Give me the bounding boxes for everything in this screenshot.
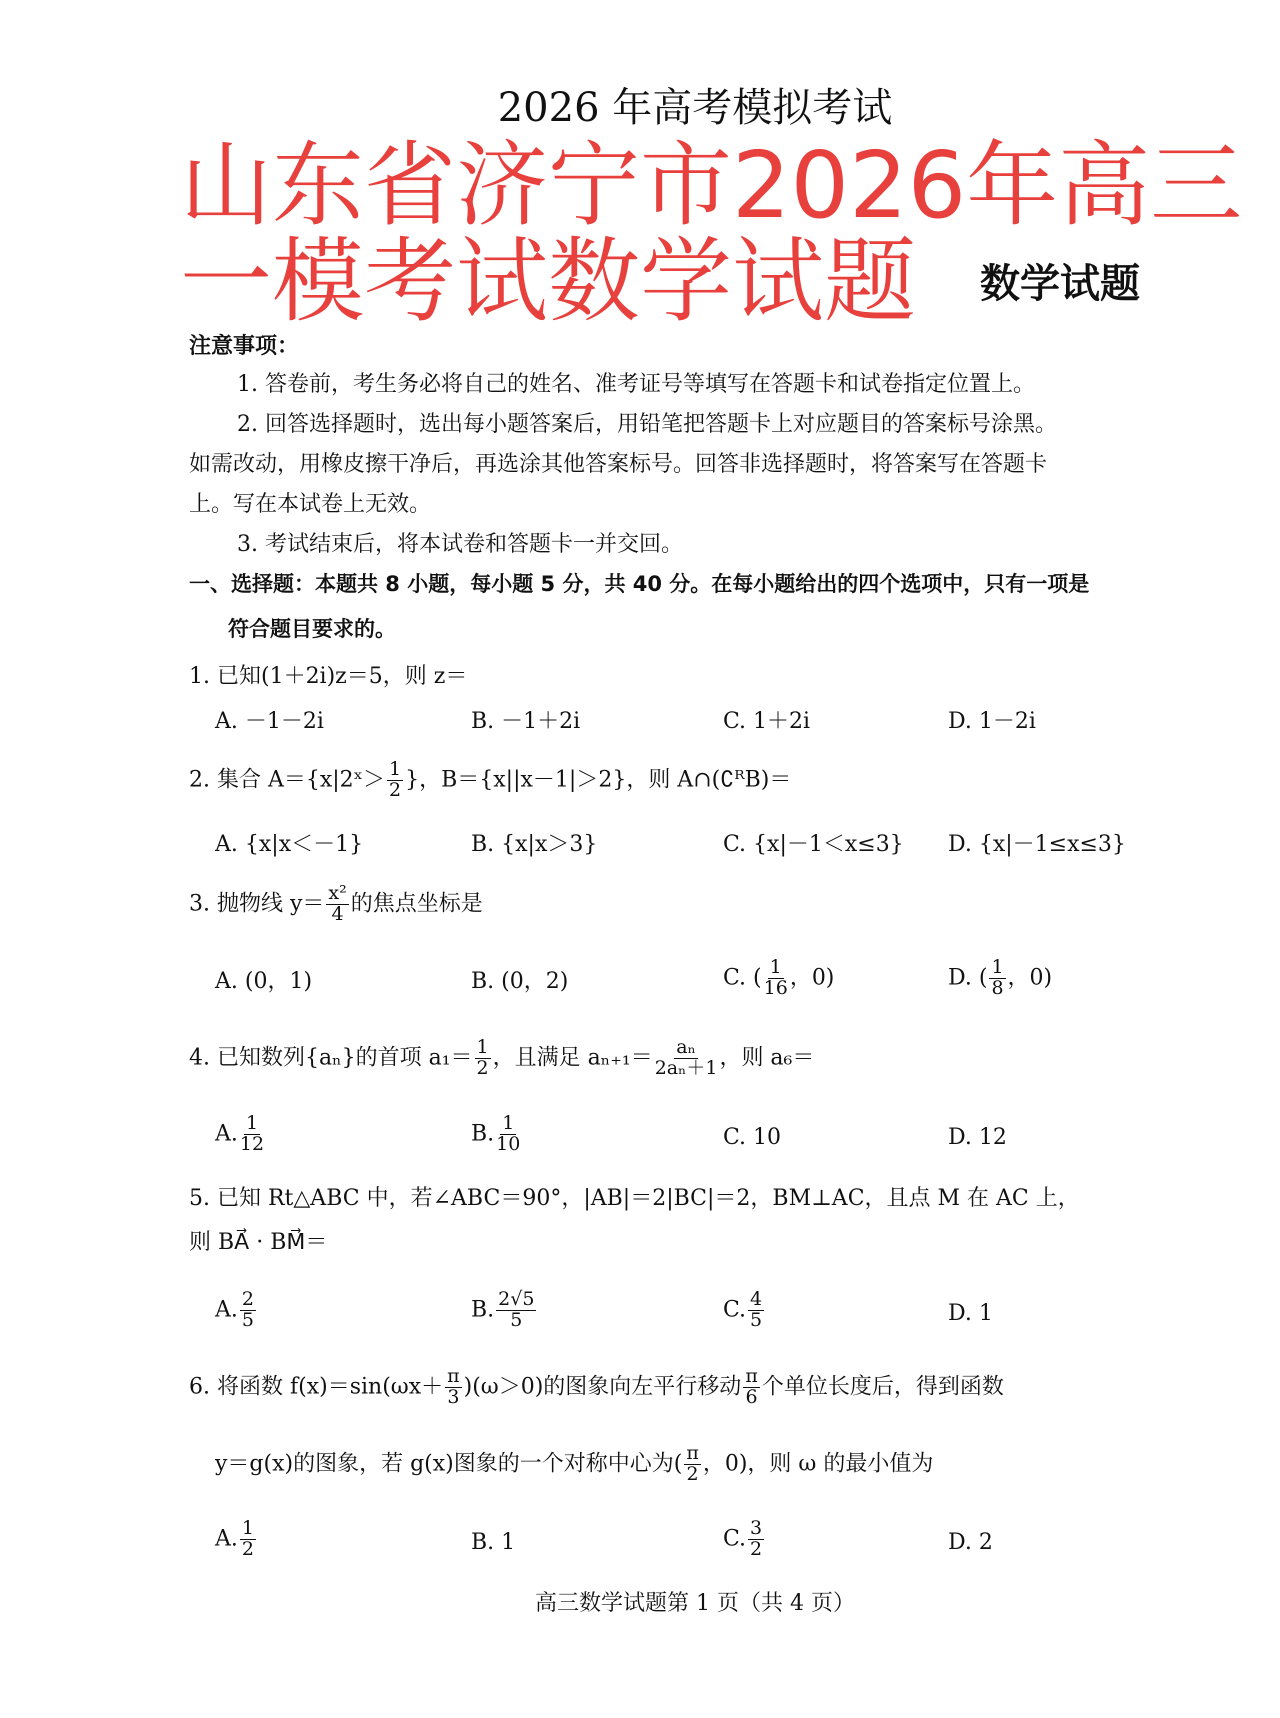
denominator: 5 — [510, 1308, 523, 1331]
q5-option-c — [723, 1290, 766, 1331]
option-label: B. — [471, 1297, 495, 1323]
fraction — [743, 1367, 760, 1408]
notice-2-end: 上。写在本试卷上无效。 — [189, 492, 432, 517]
q6-option-a — [215, 1519, 258, 1560]
option-label: C. — [723, 1297, 747, 1323]
q6-option-b: B. 1 — [471, 1530, 516, 1555]
option-label: A. — [215, 1121, 238, 1147]
numerator: π — [447, 1365, 460, 1387]
fraction — [989, 958, 1005, 999]
numerator: 1 — [991, 956, 1004, 978]
section-heading: 一、选择题：本题共 8 小题，每小题 5 分，共 40 分。在每小题给出的四个选项中，只有一项是 — [189, 572, 1090, 596]
numerator: π — [686, 1442, 699, 1464]
option-label: C. ( — [723, 965, 762, 991]
q1-option-a: A. －1－2i — [215, 709, 324, 734]
q4-stem-a: 4. 已知数列{aₙ}的首项 a₁＝ — [189, 1045, 473, 1071]
denominator: 5 — [750, 1308, 763, 1331]
q6-text: y＝g(x)的图象，若 g(x)图象的一个对称中心为( — [215, 1451, 683, 1477]
watermark-line-2: 一模考试数学试题 — [180, 228, 917, 335]
q1-stem: 1. 已知(1＋2i)z＝5，则 z＝ — [189, 664, 468, 689]
q5-option-b — [471, 1290, 538, 1331]
fraction — [655, 1038, 718, 1079]
q1-option-c: C. 1＋2i — [723, 709, 811, 734]
denominator: 2 — [686, 1462, 699, 1485]
option-label: C. — [723, 1526, 747, 1552]
q4-stem — [189, 1038, 814, 1079]
q4-stem-b: ，且满足 aₙ₊₁＝ — [492, 1045, 653, 1071]
fraction — [326, 884, 348, 925]
notice-2: 2. 回答选择题时，选出每小题答案后，用铅笔把答题卡上对应题目的答案标号涂黑。 — [237, 412, 1057, 437]
denominator: 16 — [763, 976, 788, 999]
q6-text: 个单位长度后，得到函数 — [761, 1374, 1004, 1400]
numerator: 1 — [476, 1036, 489, 1058]
denominator: 2 — [750, 1537, 763, 1560]
option-label: B. — [471, 1121, 495, 1147]
q4-option-d: D. 12 — [948, 1125, 1007, 1150]
q5-option-d: D. 1 — [948, 1301, 993, 1326]
option-tail: ，0) — [789, 965, 835, 991]
numerator: 2√5 — [498, 1288, 535, 1310]
page-footer: 高三数学试题第 1 页（共 4 页） — [535, 1591, 855, 1616]
q6-text: )(ω＞0)的图象向左平行移动 — [463, 1374, 742, 1400]
denominator: 10 — [496, 1132, 521, 1155]
q4-option-b — [471, 1114, 522, 1155]
q6-line-1 — [189, 1367, 1004, 1408]
fraction — [387, 760, 403, 801]
q4-option-c: C. 10 — [723, 1125, 782, 1150]
q2-option-c: C. {x|－1＜x≤3} — [723, 832, 904, 857]
numerator: 1 — [241, 1517, 254, 1539]
q2-option-a: A. {x|x＜－1} — [215, 832, 364, 857]
option-label: A. — [215, 1297, 238, 1323]
watermark-line-1: 山东省济宁市2026年高三 — [180, 132, 1243, 239]
q6-text: ，0)，则 ω 的最小值为 — [702, 1451, 934, 1477]
numerator: π — [745, 1365, 758, 1387]
q6-option-c — [723, 1519, 766, 1560]
notice-2-cont: 如需改动，用橡皮擦干净后，再选涂其他答案标号。回答非选择题时，将答案写在答题卡 — [189, 452, 1048, 477]
numerator: aₙ — [676, 1036, 696, 1058]
fraction — [240, 1290, 256, 1331]
fraction — [684, 1444, 701, 1485]
numerator: x² — [328, 882, 347, 904]
q3-option-a: A. (0，1) — [215, 969, 313, 994]
q1-option-b: B. －1＋2i — [471, 709, 581, 734]
fraction — [240, 1114, 264, 1155]
denominator: 2 — [389, 778, 402, 801]
notice-heading: 注意事项： — [189, 334, 300, 359]
denominator: 3 — [447, 1385, 460, 1408]
denominator: 2aₙ＋1 — [654, 1056, 718, 1079]
q1-option-d: D. 1－2i — [948, 709, 1036, 734]
q3-option-d — [948, 958, 1052, 999]
fraction — [496, 1114, 520, 1155]
fraction — [748, 1290, 764, 1331]
option-tail: ，0) — [1007, 965, 1053, 991]
numerator: 4 — [750, 1288, 763, 1310]
exam-title: 2026 年高考模拟考试 — [497, 85, 893, 131]
denominator: 6 — [745, 1385, 758, 1408]
section-heading-cont: 符合题目要求的。 — [228, 617, 396, 641]
denominator: 12 — [239, 1132, 265, 1155]
numerator: 1 — [769, 956, 782, 978]
option-label: A. — [215, 1526, 238, 1552]
q3-stem-b: 的焦点坐标是 — [350, 891, 483, 917]
q6-option-d: D. 2 — [948, 1530, 993, 1555]
fraction — [764, 958, 788, 999]
q3-option-b: B. (0，2) — [471, 969, 569, 994]
q4-stem-c: ，则 a₆＝ — [719, 1045, 815, 1071]
q4-option-a — [215, 1114, 266, 1155]
numerator: 1 — [389, 758, 402, 780]
denominator: 2 — [476, 1056, 489, 1079]
fraction — [475, 1038, 491, 1079]
denominator: 8 — [991, 976, 1004, 999]
denominator: 5 — [241, 1308, 254, 1331]
q6-line-2 — [215, 1444, 933, 1485]
notice-1: 1. 答卷前，考生务必将自己的姓名、准考证号等填写在答题卡和试卷指定位置上。 — [237, 372, 1035, 397]
numerator: 1 — [502, 1112, 515, 1134]
numerator: 3 — [750, 1517, 763, 1539]
q3-stem-a: 3. 抛物线 y＝ — [189, 891, 325, 917]
q2-option-b: B. {x|x＞3} — [471, 832, 598, 857]
fraction — [496, 1290, 536, 1331]
q5-line-1: 5. 已知 Rt△ABC 中，若∠ABC＝90°，|AB|＝2|BC|＝2，BM⊥AC，且点 M 在 AC 上， — [189, 1186, 1080, 1211]
notice-3: 3. 考试结束后，将本试卷和答题卡一并交回。 — [237, 532, 683, 557]
numerator: 2 — [241, 1288, 254, 1310]
q2-stem-b: }，B＝{x||x－1|＞2}，则 A∩(∁ᴿB)＝ — [405, 767, 792, 793]
fraction — [240, 1519, 256, 1560]
q3-option-c — [723, 958, 834, 999]
numerator: 1 — [245, 1112, 259, 1134]
subject-title: 数学试题 — [980, 261, 1140, 307]
fraction — [748, 1519, 764, 1560]
denominator: 2 — [241, 1537, 254, 1560]
q5-option-a — [215, 1290, 258, 1331]
q2-option-d: D. {x|－1≤x≤3} — [948, 832, 1126, 857]
fraction — [445, 1367, 462, 1408]
q3-stem — [189, 884, 483, 925]
q2-stem-a: 2. 集合 A＝{x|2ˣ＞ — [189, 767, 386, 793]
q2-stem — [189, 760, 791, 801]
option-label: D. ( — [948, 965, 988, 991]
q6-text: 6. 将函数 f(x)＝sin(ωx＋ — [189, 1374, 444, 1400]
q5-line-2: 则 BA⃗ · BM⃗＝ — [189, 1230, 328, 1255]
denominator: 4 — [331, 902, 344, 925]
